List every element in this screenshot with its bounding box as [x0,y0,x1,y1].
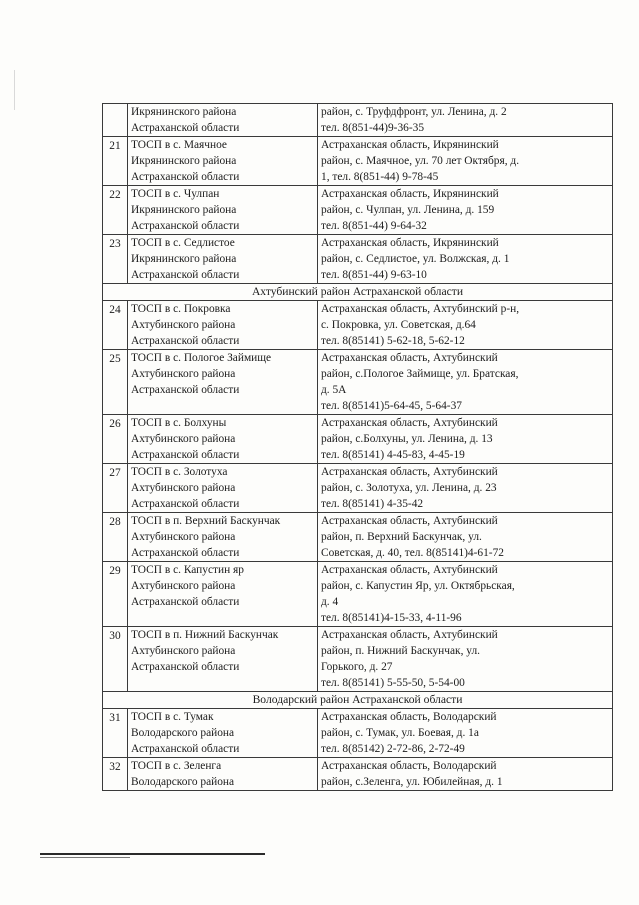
office-name-line: Астраханской области [131,384,240,396]
office-name-line: Икрянинского района [131,106,237,118]
footer-rule [40,853,265,855]
office-address-line: Астраханская область, Ахтубинский [321,564,498,576]
row-number [103,104,128,137]
table-row [103,104,613,137]
office-address-line: район, с. Золотуха, ул. Ленина, д. 23 [321,482,497,494]
section-title: Володарский район Астраханской области [103,692,613,709]
office-address-line: район, с. Тумак, ул. Боевая, д. 1а [321,727,479,739]
office-address-line: район, с. Чулпан, ул. Ленина, д. 159 [321,204,495,216]
office-name-line: Астраханской области [131,547,240,559]
office-name-line: ТОСП в с. Покровка [131,303,231,315]
office-name-line: Ахтубинского района [131,319,236,331]
office-address-line: Астраханская область, Ахтубинский [321,515,498,527]
office-address-cell [318,415,613,464]
office-name-line: ТОСП в с. Зеленга [131,760,222,772]
office-name-line: Ахтубинского района [131,482,236,494]
office-name-line: Икрянинского района [131,204,237,216]
office-name-cell [128,301,318,350]
office-address-cell [318,301,613,350]
office-address-line: тел. 8(85141) 5-62-18, 5-62-12 [321,335,465,347]
office-address-line: тел. 8(85141) 4-35-42 [321,498,424,510]
office-address-line: район, с. Труфдфронт, ул. Ленина, д. 2 [321,106,507,118]
row-number: 21 [103,137,128,186]
office-name-line: ТОСП в с. Пологое Займище [131,352,272,364]
office-name-line: Икрянинского района [131,155,237,167]
office-name-line: Астраханской области [131,596,240,608]
office-name-line: Володарского района [131,776,235,788]
office-address-cell [318,627,613,692]
office-name-line: ТОСП в с. Капустин яр [131,564,244,576]
row-number: 28 [103,513,128,562]
office-address-line: с. Покровка, ул. Советская, д.64 [321,319,476,331]
office-address-line: Астраханская область, Володарский [321,711,497,723]
office-name-line: Ахтубинского района [131,368,236,380]
office-address-line: тел. 8(85141)4-15-33, 4-11-96 [321,612,462,624]
row-number: 24 [103,301,128,350]
section-title: Ахтубинский район Астраханской области [103,284,613,301]
office-name-cell [128,709,318,758]
table-row [103,758,613,791]
table-row [103,709,613,758]
row-number: 23 [103,235,128,284]
office-address-cell [318,758,613,791]
office-address-cell [318,186,613,235]
table-row [103,627,613,692]
office-address-line: д. 5А [321,384,347,396]
table-row [103,513,613,562]
office-name-cell [128,758,318,791]
office-name-line: Икрянинского района [131,253,237,265]
office-name-line: Астраханской области [131,743,240,755]
office-name-cell [128,137,318,186]
office-address-line: Астраханская область, Ахтубинский р-н, [321,303,520,315]
office-address-line: район, с.Пологое Займище, ул. Братская, [321,368,519,380]
table-row [103,137,613,186]
row-number: 27 [103,464,128,513]
row-number: 32 [103,758,128,791]
section-header-row [103,692,613,709]
office-address-cell [318,104,613,137]
office-address-line: тел. 8(85142) 2-72-86, 2-72-49 [321,743,465,755]
office-name-line: Астраханской области [131,269,240,281]
office-name-cell [128,627,318,692]
office-name-cell [128,513,318,562]
table-row [103,235,613,284]
offices-table [102,103,613,791]
row-number: 30 [103,627,128,692]
row-number: 26 [103,415,128,464]
scan-margin-mark [14,70,15,110]
table-row [103,415,613,464]
table-row [103,464,613,513]
office-name-line: ТОСП в с. Чулпан [131,188,220,200]
office-address-line: район, с. Капустин Яр, ул. Октябрьская, [321,580,515,592]
row-number: 25 [103,350,128,415]
section-header-row [103,284,613,301]
office-address-line: район, п. Нижний Баскунчак, ул. [321,645,481,657]
office-address-line: тел. 8(851-44)9-36-35 [321,122,425,134]
office-name-cell [128,415,318,464]
office-address-line: Астраханская область, Ахтубинский [321,466,498,478]
office-address-cell [318,513,613,562]
office-address-cell [318,137,613,186]
footer-rule-secondary [40,857,130,858]
row-number: 31 [103,709,128,758]
office-address-line: район, с.Болхуны, ул. Ленина, д. 13 [321,433,493,445]
office-address-line: д. 4 [321,596,339,608]
office-name-line: Ахтубинского района [131,580,236,592]
office-name-line: Володарского района [131,727,235,739]
table-row [103,186,613,235]
offices-table-body [103,104,613,791]
office-address-line: Астраханская область, Ахтубинский [321,352,498,364]
office-address-line: Астраханская область, Ахтубинский [321,629,498,641]
office-name-line: ТОСП в п. Верхний Баскунчак [131,515,281,527]
office-name-line: ТОСП в с. Маячное [131,139,227,151]
office-name-cell [128,350,318,415]
office-address-line: район, с.Зеленга, ул. Юбилейная, д. 1 [321,776,503,788]
office-address-line: Астраханская область, Володарский [321,760,497,772]
office-name-line: ТОСП в п. Нижний Баскунчак [131,629,279,641]
office-address-line: Горького, д. 27 [321,661,393,673]
office-address-line: район, с. Маячное, ул. 70 лет Октября, д. [321,155,520,167]
office-name-line: Ахтубинского района [131,531,236,543]
office-name-line: ТОСП в с. Золотуха [131,466,228,478]
office-name-line: Астраханской области [131,220,240,232]
office-address-cell [318,350,613,415]
row-number: 22 [103,186,128,235]
office-name-cell [128,562,318,627]
office-address-line: тел. 8(85141) 5-55-50, 5-54-00 [321,677,465,689]
office-name-cell [128,464,318,513]
office-name-line: Ахтубинского района [131,433,236,445]
office-address-cell [318,709,613,758]
office-address-line: тел. 8(85141) 4-45-83, 4-45-19 [321,449,465,461]
office-address-cell [318,562,613,627]
office-name-cell [128,186,318,235]
table-row [103,350,613,415]
office-address-line: Астраханская область, Икрянинский [321,237,499,249]
office-name-cell [128,104,318,137]
office-address-line: тел. 8(85141)5-64-45, 5-64-37 [321,400,462,412]
office-name-line: Астраханской области [131,122,240,134]
office-address-cell [318,235,613,284]
office-name-line: Астраханской области [131,498,240,510]
table-row [103,301,613,350]
table-row [103,562,613,627]
office-address-line: Астраханская область, Ахтубинский [321,417,498,429]
office-address-line: тел. 8(851-44) 9-63-10 [321,269,427,281]
office-name-line: Астраханской области [131,171,240,183]
office-name-cell [128,235,318,284]
office-address-cell [318,464,613,513]
office-address-line: Астраханская область, Икрянинский [321,188,499,200]
office-address-line: 1, тел. 8(851-44) 9-78-45 [321,171,439,183]
office-name-line: Астраханской области [131,661,240,673]
row-number: 29 [103,562,128,627]
office-address-line: район, п. Верхний Баскунчак, ул. [321,531,482,543]
office-address-line: район, с. Седлистое, ул. Волжская, д. 1 [321,253,510,265]
office-name-line: ТОСП в с. Болхуны [131,417,227,429]
office-name-line: ТОСП в с. Седлистое [131,237,235,249]
office-address-line: тел. 8(851-44) 9-64-32 [321,220,427,232]
office-name-line: Астраханской области [131,449,240,461]
office-name-line: Ахтубинского района [131,645,236,657]
office-address-line: Советская, д. 40, тел. 8(85141)4-61-72 [321,547,504,559]
office-name-line: Астраханской области [131,335,240,347]
office-name-line: ТОСП в с. Тумак [131,711,214,723]
office-address-line: Астраханская область, Икрянинский [321,139,499,151]
